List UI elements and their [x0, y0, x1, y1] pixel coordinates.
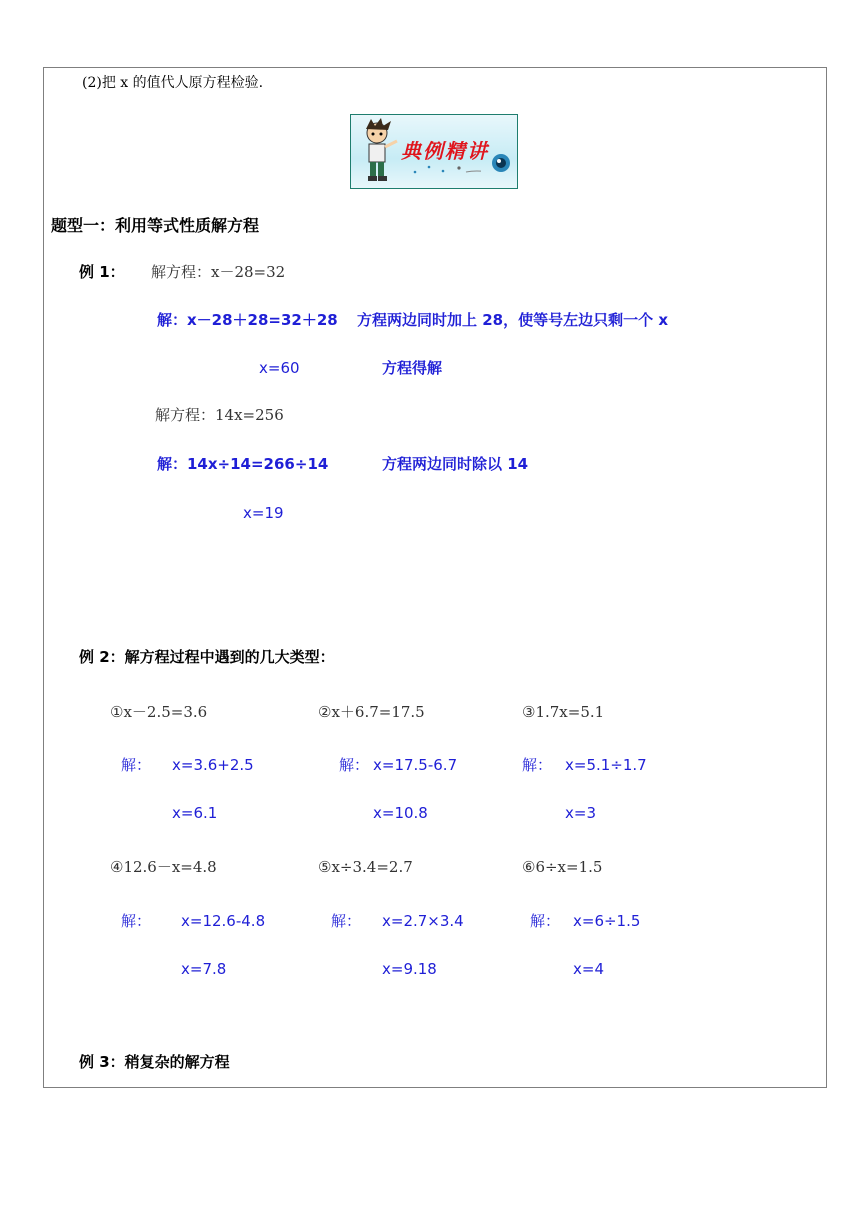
- cartoon-boy-icon: [355, 117, 403, 187]
- ex2-label: 例 2：解方程过程中遇到的几大类型：: [79, 648, 335, 666]
- ex1-solution1-note1: 方程两边同时加上 28，使等号左边只剩一个 x: [357, 311, 668, 329]
- ex2-solution-step: x=6÷1.5: [573, 912, 641, 930]
- ex1-solution1-line1: 解：x－28＋28=32＋28: [157, 311, 338, 329]
- ex2-solution-step: x=17.5-6.7: [373, 756, 458, 774]
- ex2-solution-label: 解：: [331, 912, 362, 930]
- ex2-solution-label: 解：: [530, 912, 561, 930]
- ex1-solution1-line2: x=60: [259, 359, 300, 377]
- ex1-solution2-line2: x=19: [243, 504, 284, 522]
- eye-icon: [491, 153, 511, 173]
- ex2-solution-label: 解：: [121, 912, 152, 930]
- ex2-problem: ⑤x÷3.4=2.7: [318, 858, 413, 876]
- ex2-solution-label: 解：: [522, 756, 553, 774]
- ex2-solution-step: x=2.7×3.4: [382, 912, 464, 930]
- ex2-solution-label: 解：: [121, 756, 152, 774]
- ex2-solution-step: x=5.1÷1.7: [565, 756, 647, 774]
- ex1-problem1: 解方程：x－28=32: [151, 263, 286, 281]
- ex2-problem: ①x－2.5=3.6: [110, 703, 208, 721]
- ex2-problem: ⑥6÷x=1.5: [522, 858, 603, 876]
- ex1-problem2: 解方程：14x=256: [155, 406, 284, 424]
- ex2-problem: ③1.7x=5.1: [522, 703, 605, 721]
- ex2-answer: x=9.18: [382, 960, 437, 978]
- ex1-solution2-line1: 解：14x÷14=266÷14: [157, 455, 329, 473]
- ex2-solution-step: x=12.6-4.8: [181, 912, 266, 930]
- ex2-answer: x=3: [565, 804, 596, 822]
- ex1-solution2-note1: 方程两边同时除以 14: [382, 455, 529, 473]
- type1-heading: 题型一：利用等式性质解方程: [51, 216, 260, 235]
- ex2-answer: x=4: [573, 960, 604, 978]
- ex2-answer: x=7.8: [181, 960, 227, 978]
- ex2-solution-step: x=3.6+2.5: [172, 756, 254, 774]
- ex3-label: 例 3：稍复杂的解方程: [79, 1053, 230, 1071]
- sparkle-dots-icon: [411, 163, 481, 177]
- example-banner: [350, 114, 518, 189]
- ex2-answer: x=10.8: [373, 804, 428, 822]
- ex1-solution1-note2: 方程得解: [382, 359, 443, 377]
- banner-title: 典例精讲: [401, 139, 489, 163]
- ex2-solution-label: 解：: [339, 756, 370, 774]
- ex2-problem: ④12.6－x=4.8: [110, 858, 217, 876]
- ex2-problem: ②x＋6.7=17.5: [318, 703, 425, 721]
- step2-text: (2)把 x 的值代人原方程检验.: [82, 75, 264, 91]
- ex2-answer: x=6.1: [172, 804, 218, 822]
- ex1-label: 例 1：: [79, 263, 125, 281]
